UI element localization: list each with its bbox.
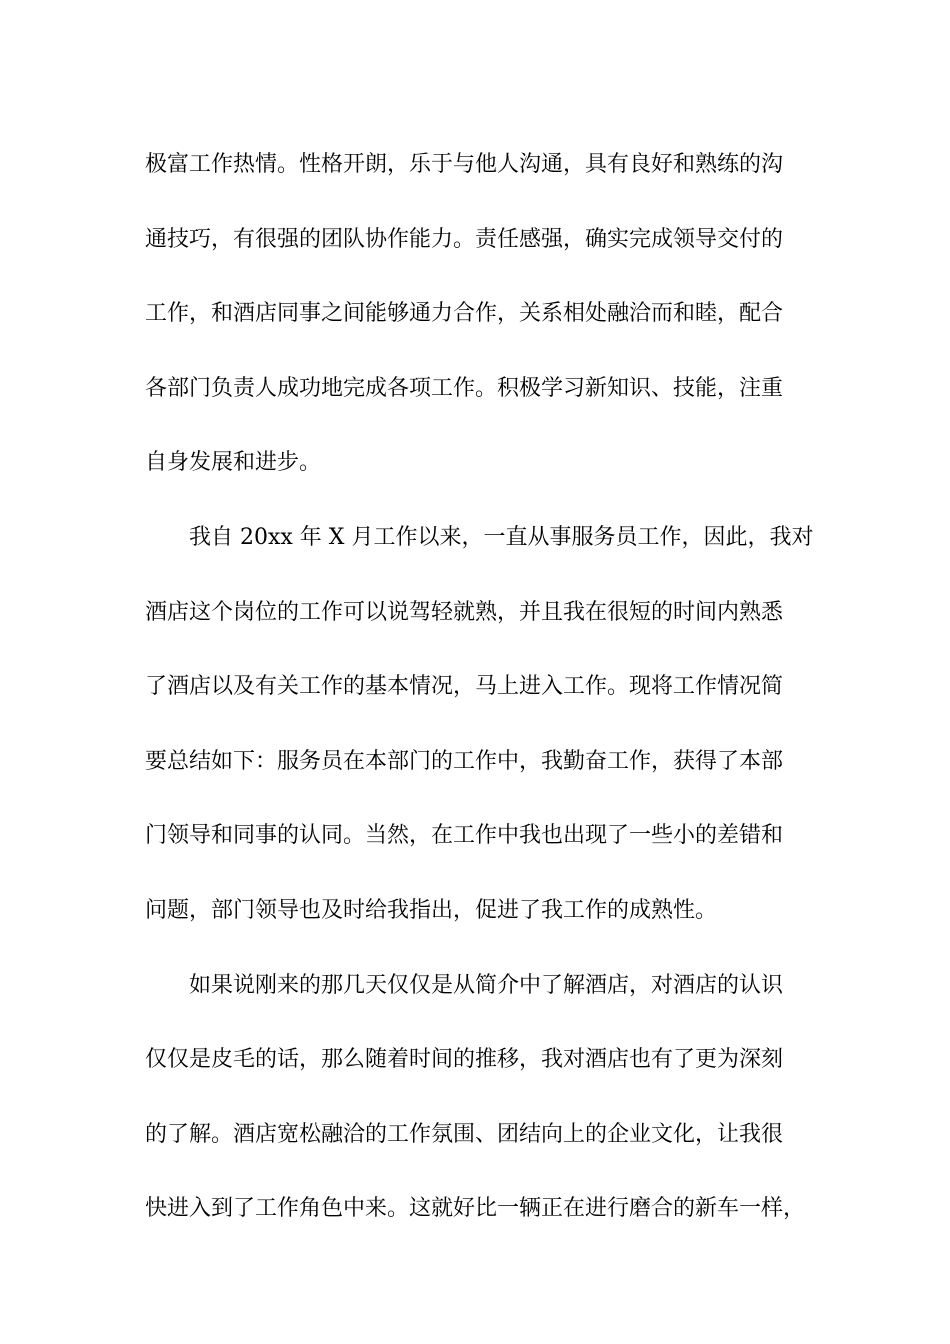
text-line: 了酒店以及有关工作的基本情况，马上进入工作。现将工作情况简: [145, 674, 784, 700]
text-line: 酒店这个岗位的工作可以说驾轻就熟，并且我在很短的时间内熟悉: [145, 599, 784, 625]
text-line: 门领导和同事的认同。当然，在工作中我也出现了一些小的差错和: [145, 823, 784, 849]
text-line: 各部门负责人成功地完成各项工作。积极学习新知识、技能，注重: [145, 375, 784, 401]
text-line: 极富工作热情。性格开朗，乐于与他人沟通，具有良好和熟练的沟: [145, 152, 784, 177]
paragraph-start-line: 我自 20xx 年 X 月工作以来，一直从事服务员工作，因此，我对: [189, 524, 814, 550]
text-line: 工作，和酒店同事之间能够通力合作，关系相处融洽而和睦，配合: [145, 301, 784, 327]
text-line: 的了解。酒店宽松融洽的工作氛围、团结向上的企业文化，让我很: [145, 1121, 784, 1147]
text-line: 仅仅是皮毛的话，那么随着时间的推移，我对酒店也有了更为深刻: [145, 1047, 784, 1073]
text-line: 问题，部门领导也及时给我指出，促进了我工作的成熟性。: [145, 897, 718, 923]
paragraph-start-line: 如果说刚来的那几天仅仅是从简介中了解酒店，对酒店的认识: [189, 972, 784, 998]
body-text: [145, 128, 814, 1247]
text-line: 要总结如下：服务员在本部门的工作中，我勤奋工作，获得了本部: [145, 748, 784, 774]
text-line: 通技巧，有很强的团队协作能力。责任感强，确实完成领导交付的: [145, 226, 784, 252]
text-line: 快进入到了工作角色中来。这就好比一辆正在进行磨合的新车一样，: [145, 1196, 806, 1222]
text-line: 自身发展和进步。: [145, 450, 322, 476]
